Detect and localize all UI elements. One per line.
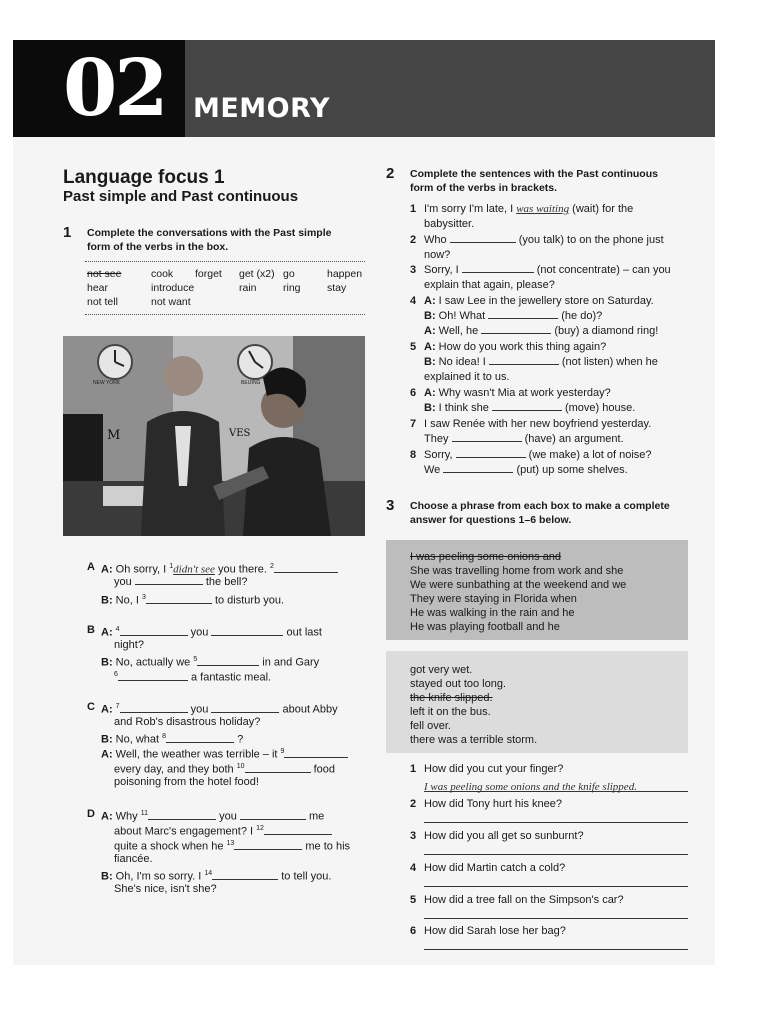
answer-blank[interactable] <box>481 333 551 334</box>
office-photo <box>63 336 365 536</box>
exercise-1-instruction-line-2: form of the verbs in the box. <box>87 241 229 253</box>
conversation-line: $^6$ a fantastic meal. <box>114 671 272 684</box>
answer-blank[interactable] <box>452 441 522 442</box>
exercise-1-number: 1 <box>63 224 72 241</box>
answer-line[interactable] <box>424 876 688 887</box>
sentence-line: explain that again, please? <box>424 279 555 291</box>
conversation-line: A: Well, the weather was terrible – it $^9$ <box>101 745 348 762</box>
conversation-label: D <box>87 808 95 820</box>
word-item: ring <box>283 282 301 294</box>
sign-letter-left: M <box>107 428 121 443</box>
conversation-line: you the bell? <box>114 576 248 588</box>
phrase-item: left it on the bus. <box>410 706 491 718</box>
conversation-label: A <box>87 561 95 573</box>
conversation-line: night? <box>114 639 144 651</box>
item-number: 4 <box>410 295 417 307</box>
sentence-line: We (put) up some shelves. <box>424 464 628 476</box>
item-number: 2 <box>410 234 417 246</box>
conversation-line: B: No, I $^3$ to disturb you. <box>101 594 285 607</box>
answer-blank[interactable] <box>492 410 562 411</box>
answer-blank[interactable] <box>197 665 259 666</box>
conversation-line: A: $^4$ you out last <box>101 626 322 639</box>
question-text: How did Sarah lose her bag? <box>424 925 566 937</box>
answer-blank[interactable] <box>146 603 212 604</box>
word-item: stay <box>327 282 347 294</box>
word-item: get (x2) <box>239 268 275 280</box>
exercise-3-number: 3 <box>386 497 395 514</box>
sentence-line: Sorry, (we make) a lot of noise? <box>424 449 652 461</box>
answer-blank[interactable] <box>264 834 332 835</box>
conversation-line: B: No, what $^8$ ? <box>101 733 244 746</box>
answer-blank[interactable] <box>211 635 283 636</box>
sign-letter-right: VES <box>229 428 251 439</box>
conversation-line: and Rob's disastrous holiday? <box>114 716 261 728</box>
answer-blank[interactable] <box>443 472 513 473</box>
word-item: happen <box>327 268 363 280</box>
exercise-2-instruction-line-1: Complete the sentences with the Past continuous <box>410 168 658 180</box>
answer-blank[interactable] <box>120 635 188 636</box>
phrase-item: He was walking in the rain and he <box>410 607 575 619</box>
word-item: rain <box>239 282 257 294</box>
answer-blank[interactable] <box>462 272 534 273</box>
question-text: How did you cut your finger? <box>424 763 564 775</box>
word-item: not want <box>151 296 191 308</box>
answer-line[interactable] <box>424 777 688 792</box>
phrase-item: I was peeling some onions and <box>410 551 562 563</box>
conversation-line: poisoning from the hotel food! <box>114 776 259 788</box>
section-title: Language focus 1 <box>63 167 225 188</box>
sentence-line: A: I saw Lee in the jewellery store on Saturday. <box>424 295 654 307</box>
answer-blank[interactable] <box>240 819 306 820</box>
question-number: 1 <box>410 763 417 775</box>
word-item: not see <box>87 268 122 280</box>
question-number: 3 <box>410 830 417 842</box>
sentence-line: They (have) an argument. <box>424 433 624 445</box>
answer-line[interactable] <box>424 812 688 823</box>
conversation-line: A: $^7$ you about Abby <box>101 703 338 716</box>
word-item: hear <box>87 282 109 294</box>
example-answer: didn't see <box>173 563 215 576</box>
conversation-line: every day, and they both $^{10}$ food <box>114 763 335 776</box>
answer-line[interactable] <box>424 844 688 855</box>
conversation-line: B: No, actually we $^5$ in and Gary <box>101 656 320 669</box>
conversation-line: B: Oh, I'm so sorry. I $^{14}$ to tell you. <box>101 870 332 883</box>
answer-blank[interactable] <box>245 772 311 773</box>
question-text: How did Martin catch a cold? <box>424 862 566 874</box>
phrase-item: He was playing football and he <box>410 621 560 633</box>
exercise-3-instruction-line-2: answer for questions 1–6 below. <box>410 514 572 526</box>
exercise-1-instruction-line-1: Complete the conversations with the Past simple <box>87 227 332 239</box>
answer-blank[interactable] <box>211 712 279 713</box>
item-number: 8 <box>410 449 417 461</box>
sentence-line: I'm sorry I'm late, I was waiting (wait) for the <box>424 203 634 215</box>
sentence-line: B: No idea! I (not listen) when he <box>424 356 658 368</box>
conversation-label: B <box>87 624 95 636</box>
word-item: introduce <box>151 282 195 294</box>
phrase-box-2 <box>386 651 688 753</box>
answer-blank[interactable] <box>148 819 216 820</box>
word-item: not tell <box>87 296 118 308</box>
exercise-3-instruction-line-1: Choose a phrase from each box to make a complete <box>410 500 670 512</box>
answer-blank[interactable] <box>488 318 558 319</box>
conversation-line: She's nice, isn't she? <box>114 883 217 895</box>
exercise-2-number: 2 <box>386 165 395 182</box>
section-subtitle: Past simple and Past continuous <box>63 188 299 205</box>
item-number: 3 <box>410 264 417 276</box>
phrase-item: We were sunbathing at the weekend and we <box>410 579 627 591</box>
word-item: forget <box>195 268 222 280</box>
conversation-label: C <box>87 701 95 713</box>
conversation-line: about Marc's engagement? I $^{12}$ <box>114 822 332 839</box>
sentence-line: explained it to us. <box>424 371 510 383</box>
sentence-line: babysitter. <box>424 218 475 230</box>
question-number: 6 <box>410 925 417 937</box>
answer-blank[interactable] <box>274 572 338 573</box>
sentence-line: B: Oh! What (he do)? <box>424 310 603 322</box>
phrase-item: the knife slipped. <box>410 692 493 704</box>
exercise-2-instruction-line-2: form of the verbs in brackets. <box>410 182 558 194</box>
word-item: cook <box>151 268 174 280</box>
question-text: How did a tree fall on the Simpson's car? <box>424 894 624 906</box>
unit-title: MEMORY <box>193 93 330 124</box>
item-number: 6 <box>410 387 417 399</box>
phrase-item: got very wet. <box>410 664 473 676</box>
question-number: 5 <box>410 894 417 906</box>
sentence-line: Sorry, I (not concentrate) – can you <box>424 264 671 276</box>
answer-blank[interactable] <box>166 742 234 743</box>
answer-blank[interactable] <box>118 680 188 681</box>
phrase-item: there was a terrible storm. <box>410 734 538 746</box>
question-text: How did Tony hurt his knee? <box>424 798 562 810</box>
question-number: 2 <box>410 798 417 810</box>
conversation-line: A: Oh sorry, I $^1$didn't see you there. $^2$ <box>101 560 338 577</box>
phrase-item: They were staying in Florida when <box>410 593 577 605</box>
sentence-line: B: I think she (move) house. <box>424 402 636 414</box>
sentence-line: A: How do you work this thing again? <box>424 341 607 353</box>
sentence-line: Who (you talk) to on the phone just <box>424 234 664 246</box>
answer-line[interactable] <box>424 908 688 919</box>
sentence-line: A: Well, he (buy) a diamond ring! <box>424 325 659 337</box>
sentence-line: now? <box>424 249 451 261</box>
item-number: 5 <box>410 341 417 353</box>
workbook-page <box>13 40 715 965</box>
answer-blank[interactable] <box>450 242 516 243</box>
conversation-line: fiancée. <box>114 853 153 865</box>
answer-blank[interactable] <box>234 849 302 850</box>
example-answer: was waiting <box>516 203 570 215</box>
item-number: 1 <box>410 203 417 215</box>
sentence-line: A: Why wasn't Mia at work yesterday? <box>424 387 611 399</box>
sentence-line: I saw Renée with her new boyfriend yesterday. <box>424 418 652 430</box>
clock-label-left: NEW YORK <box>93 380 121 386</box>
conversation-line: A: Why $^{11}$ you me <box>101 810 325 823</box>
phrase-box-1 <box>386 540 688 640</box>
phrase-item: She was travelling home from work and she <box>410 565 624 577</box>
conversation-line: quite a shock when he $^{13}$ me to his <box>114 840 351 853</box>
unit-number: 02 <box>63 43 166 134</box>
answer-blank[interactable] <box>212 879 278 880</box>
example-answer: I was peeling some onions and the knife slipped. <box>424 781 637 793</box>
answer-blank[interactable] <box>489 364 559 365</box>
question-text: How did you all get so sunburnt? <box>424 830 584 842</box>
unit-header <box>13 40 715 137</box>
answer-blank[interactable] <box>120 712 188 713</box>
phrase-item: fell over. <box>410 720 451 732</box>
answer-line[interactable] <box>424 939 688 950</box>
word-item: go <box>283 268 295 280</box>
phrase-item: stayed out too long. <box>410 678 507 690</box>
question-number: 4 <box>410 862 417 874</box>
word-box <box>85 261 365 315</box>
answer-blank[interactable] <box>135 584 203 585</box>
answer-blank[interactable] <box>456 457 526 458</box>
answer-blank[interactable] <box>284 757 348 758</box>
clock-label-right: BEIJING <box>241 380 261 386</box>
item-number: 7 <box>410 418 417 430</box>
